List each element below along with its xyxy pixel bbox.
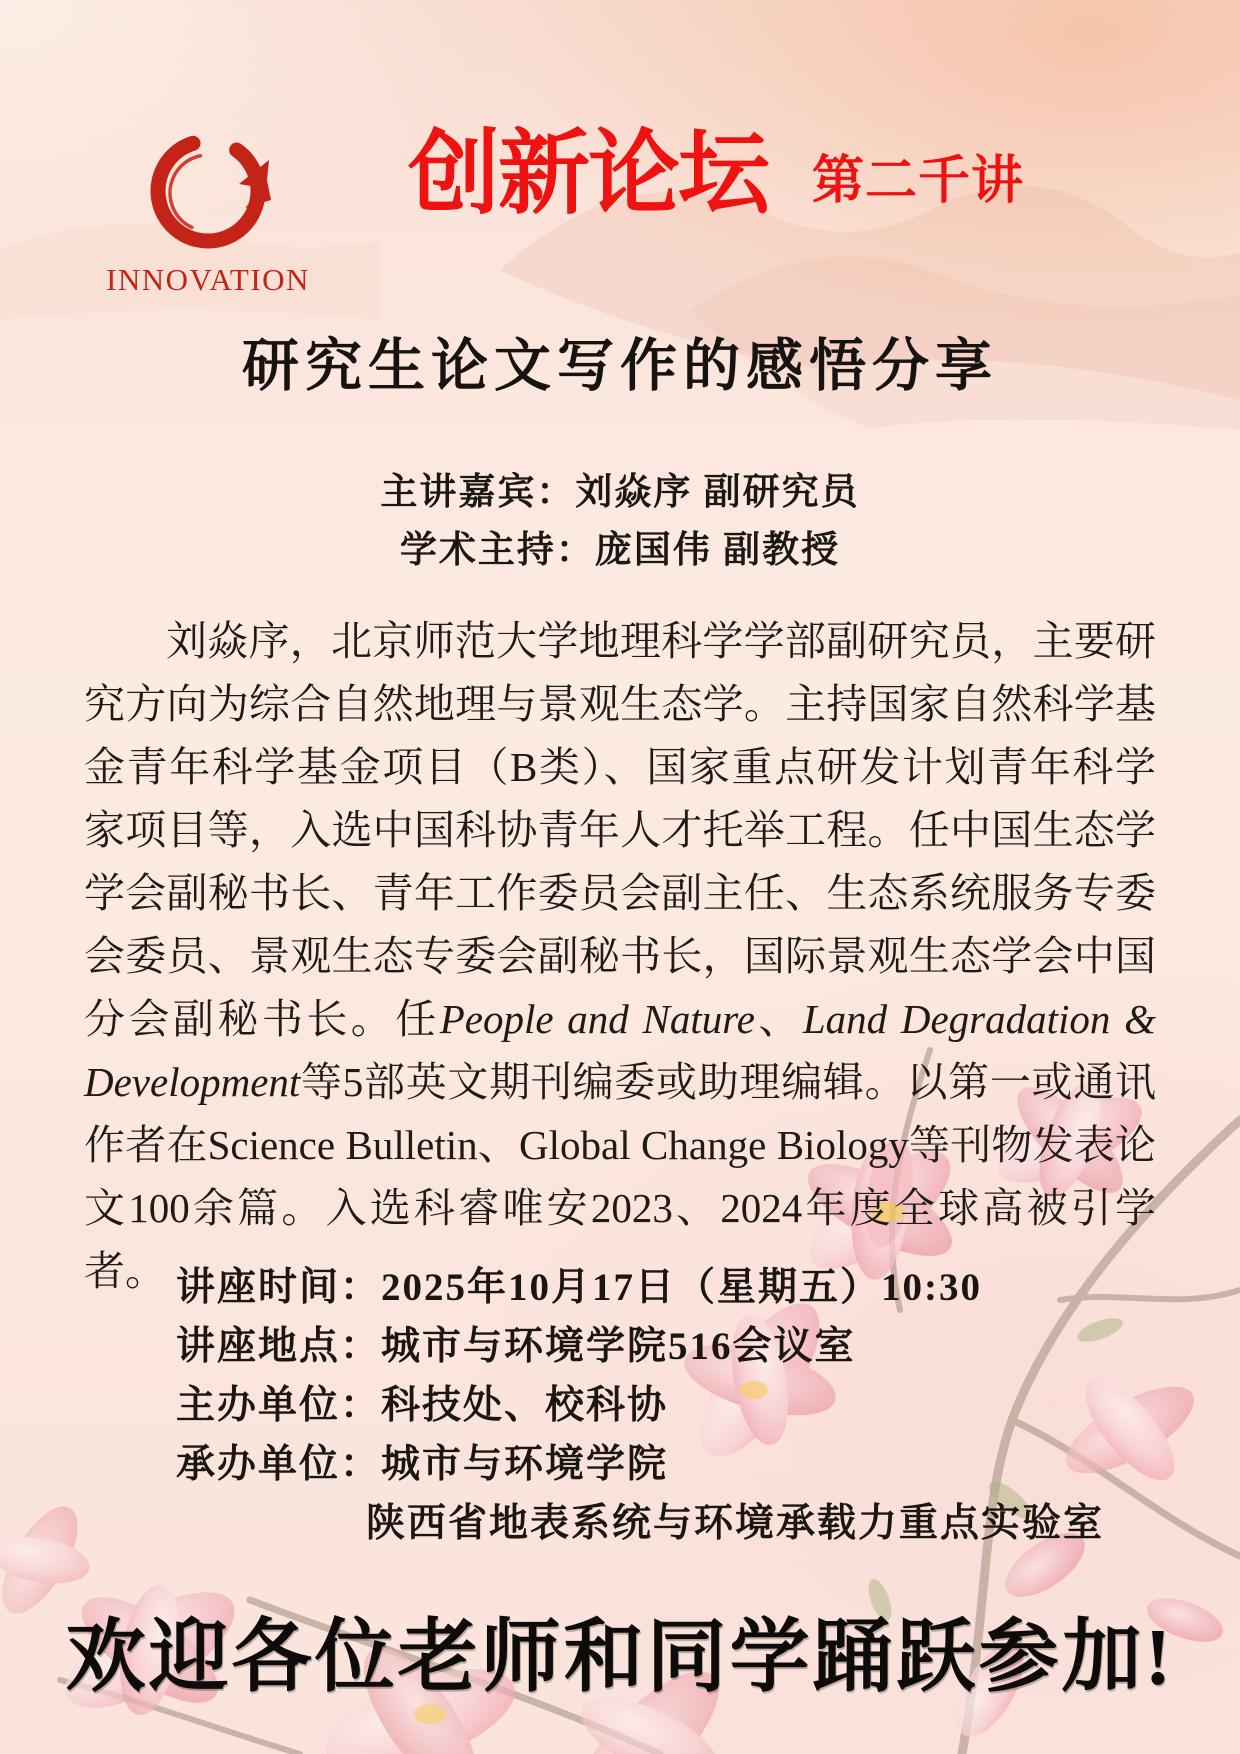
detail-row-time: [176, 1258, 1104, 1317]
detail-label: 讲座地点：: [176, 1325, 382, 1368]
bio-segment: 等5部英文期刊编委或助理编辑。以第一或通讯作者在Science Bulletin、Global Change Biology等刊物发表论文100余篇。入选科睿唯安2023、2024年度全球高被引学者。: [84, 1059, 1156, 1294]
lecture-topic-title: 研究生论文写作的感悟分享: [242, 335, 998, 398]
innovation-logo: [98, 122, 318, 298]
forum-title-row: [408, 123, 1025, 225]
detail-label: 承办单位：: [176, 1443, 382, 1486]
innovation-logo-wordmark: INNOVATION: [106, 262, 310, 297]
detail-value: 城市与环境学院: [381, 1443, 669, 1486]
detail-label: 讲座时间：: [176, 1266, 382, 1309]
forum-session-label: 第二千讲: [812, 151, 1025, 210]
innovation-logo-mark-icon: [141, 122, 275, 256]
event-details-list: [176, 1258, 1104, 1553]
detail-row-organizer: [176, 1376, 1104, 1435]
bio-segment-journal: People and Nature: [439, 996, 755, 1042]
speaker-bio-paragraph: [84, 610, 1156, 1303]
speaker-line: 主讲嘉宾：刘焱序 副研究员: [380, 472, 860, 513]
guest-lines: [0, 464, 1240, 580]
detail-value: 科技处、校科协: [381, 1384, 669, 1427]
bio-segment-journal: Land Degradation & Development: [84, 996, 1157, 1105]
bio-segment: 、: [754, 996, 803, 1042]
detail-label: 主办单位：: [176, 1384, 382, 1427]
forum-title: 创新论坛: [408, 123, 769, 225]
detail-value: 2025年10月17日（星期五）10:30: [381, 1266, 983, 1309]
detail-row-undertaker: [176, 1435, 1104, 1494]
detail-row-undertaker-2: [176, 1494, 1104, 1553]
detail-value: 城市与环境学院516会议室: [381, 1325, 856, 1368]
detail-value: 陕西省地表系统与环境承载力重点实验室: [366, 1502, 1105, 1545]
welcome-banner: 欢迎各位老师和同学踊跃参加!: [65, 1614, 1175, 1702]
host-line: 学术主持：庞国伟 副教授: [399, 530, 841, 571]
bio-segment: 刘焱序，北京师范大学地理科学学部副研究员，主要研究方向为综合自然地理与景观生态学。主持国家自然科学基金青年科学基金项目（B类）、国家重点研发计划青年科学家项目等，入选中国科协青年人才托举工程。任中国生态学学会副秘书长、青年工作委员会副主任、生态系统服务专委会委员、景观生态专委会副秘书长，国际景观生态学会中国分会副秘书长。任: [84, 618, 1156, 1042]
detail-row-venue: [176, 1317, 1104, 1376]
